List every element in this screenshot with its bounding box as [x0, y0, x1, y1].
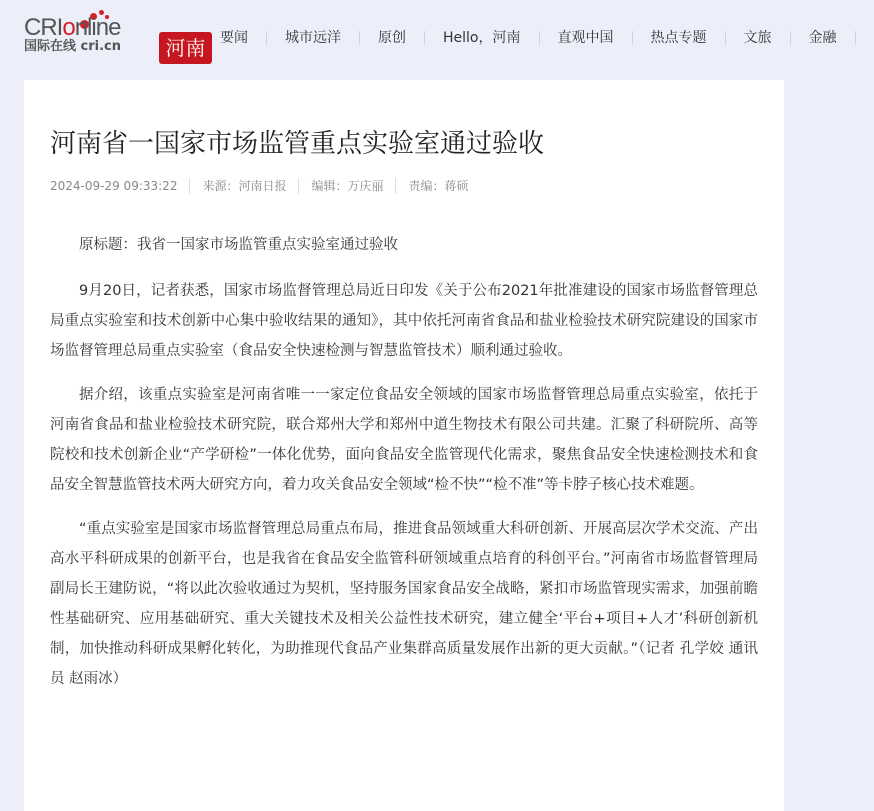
article-meta [50, 176, 469, 196]
publish-datetime: 2024-09-29 09:33:22 [50, 179, 178, 193]
article-title: 河南省一国家市场监管重点实验室通过验收 [50, 129, 545, 159]
site-header [0, 0, 837, 80]
nav-item-news[interactable]: 要闻 [220, 30, 248, 46]
nav-divider [359, 31, 360, 45]
meta-divider [298, 178, 299, 194]
nav-item-china-view[interactable]: 直观中国 [557, 30, 614, 46]
article-body [50, 230, 758, 708]
nav-item-original[interactable]: 原创 [378, 30, 406, 46]
site-logo[interactable] [24, 10, 206, 60]
region-badge: 河南 [159, 32, 212, 64]
article-paragraph: 9月20日，记者获悉，国家市场监督管理总局近日印发《关于公布2021年批准建设的国家市场监督管理总局重点实验室和技术创新中心集中验收结果的通知》，其中依托河南省食品和盐业检验技术研究院建设的国家市场监督管理总局重点实验室（食品安全快速检测与智慧监管技术）顺利通过验收。 [50, 283, 758, 359]
nav-item-culture-travel[interactable]: 文旅 [743, 30, 772, 46]
nav-divider [725, 31, 726, 45]
nav-divider [632, 31, 633, 45]
nav-divider [539, 31, 540, 45]
nav-item-city[interactable]: 城市远洋 [285, 30, 341, 46]
article-source: 来源：河南日报 [202, 179, 287, 193]
article-card [24, 80, 784, 811]
article-chief-editor: 责编：蒋硕 [408, 179, 469, 193]
nav-divider [424, 31, 425, 45]
meta-divider [395, 178, 396, 194]
article-paragraph: 据介绍，该重点实验室是河南省唯一一家定位食品安全领域的国家市场监督管理总局重点实验室，依托于河南省食品和盐业检验技术研究院，联合郑州大学和郑州中道生物技术有限公司共建。汇聚了科研院所、高等院校和技术创新企业“产学研检”一体化优势，面向食品安全监管现代化需求，聚焦食品安全快速检测技术和食品安全智慧监管技术两大研究方向，着力攻关食品安全领域“检不快”“检不准”等卡脖子核心技术难题。 [50, 387, 758, 493]
main-nav [220, 26, 874, 50]
article-editor: 编辑：万庆丽 [311, 179, 384, 193]
logo-subtitle: 国际在线 cri.cn [24, 39, 121, 54]
meta-divider [189, 178, 190, 194]
nav-divider [855, 31, 856, 45]
logo-brand: CRIonline [24, 14, 121, 41]
nav-divider [266, 31, 267, 45]
article-paragraph: “重点实验室是国家市场监督管理总局重点布局，推进食品领域重大科研创新、开展高层次学术交流、产出高水平科研成果的创新平台，也是我省在食品安全监管科研领域重点培育的科创平台。”河南省市场监督管理局副局长王建防说，“将以此次验收通过为契机，坚持服务国家食品安全战略，紧扣市场监管现实需求，加强前瞻性基础研究、应用基础研究、重大关键技术及相关公益性技术研究，建立健全‘平台+项目+人才’科研创新机制，加快推动科研成果孵化转化，为助推现代食品产业集群高质量发展作出新的更大贡献。”（记者 孔学姣 通讯员 赵雨冰） [50, 521, 758, 687]
nav-item-topics[interactable]: 热点专题 [650, 30, 707, 46]
nav-item-finance[interactable]: 金融 [808, 30, 837, 46]
original-title-paragraph: 原标题：我省一国家市场监管重点实验室通过验收 [79, 237, 398, 253]
nav-item-hello-henan[interactable]: Hello，河南 [443, 30, 521, 46]
nav-divider [790, 31, 791, 45]
